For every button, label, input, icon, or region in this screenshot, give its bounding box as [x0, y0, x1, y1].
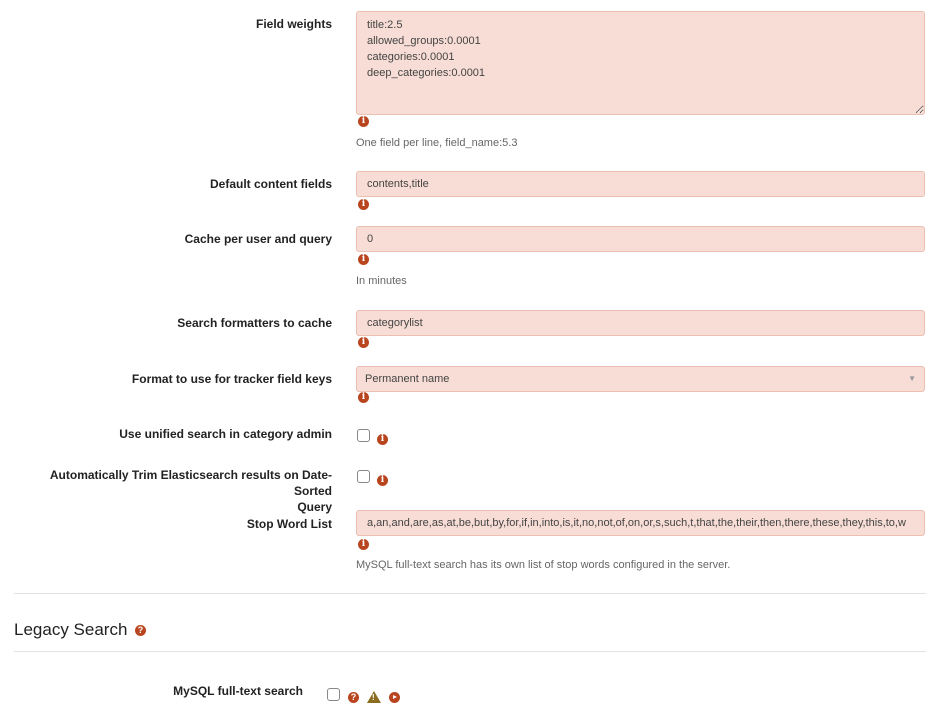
- field-weights-help: One field per line, field_name:5.3: [356, 137, 518, 149]
- auto-trim-label-line1: Automatically Trim Elasticsearch results on Date-Sorted: [49, 468, 332, 498]
- unified-search-category-checkbox[interactable]: [357, 429, 370, 442]
- search-formatters-label: Search formatters to cache: [177, 316, 332, 330]
- info-icon[interactable]: i: [358, 337, 369, 348]
- warning-icon[interactable]: !: [367, 691, 381, 703]
- field-weights-label: Field weights: [255, 17, 332, 31]
- stop-word-list-help: MySQL full-text search has its own list of stop words configured in the server.: [356, 559, 731, 571]
- cache-per-user-input[interactable]: 0: [356, 226, 925, 252]
- legacy-search-title: Legacy Search: [14, 620, 128, 639]
- info-icon[interactable]: i: [358, 254, 369, 265]
- cache-per-user-help: In minutes: [356, 275, 407, 287]
- play-icon[interactable]: [389, 692, 400, 703]
- info-icon[interactable]: i: [358, 199, 369, 210]
- info-icon[interactable]: i: [377, 475, 388, 486]
- question-icon[interactable]: ?: [348, 692, 359, 703]
- field-weights-textarea[interactable]: [356, 11, 925, 115]
- search-formatters-input[interactable]: categorylist: [356, 310, 925, 336]
- auto-trim-label-line2: Query: [297, 500, 332, 514]
- stop-word-list-label: Stop Word List: [246, 517, 332, 531]
- tracker-field-keys-select[interactable]: [356, 366, 925, 392]
- default-content-fields-label: Default content fields: [209, 177, 332, 191]
- default-content-fields-input[interactable]: contents,title: [356, 171, 925, 197]
- question-icon[interactable]: ?: [135, 625, 146, 636]
- tracker-field-keys-label: Format to use for tracker field keys: [131, 372, 332, 386]
- info-icon[interactable]: i: [377, 434, 388, 445]
- mysql-fulltext-label: MySQL full-text search: [173, 684, 303, 698]
- chevron-down-icon: ▼: [908, 374, 916, 383]
- section-divider: [14, 593, 926, 594]
- info-icon[interactable]: i: [358, 116, 369, 127]
- stop-word-list-input[interactable]: a,an,and,are,as,at,be,but,by,for,if,in,into,is,it,no,not,of,on,or,s,such,t,that,the,their,then,there,these,they,this,to,w: [356, 510, 925, 536]
- cache-per-user-label: Cache per user and query: [184, 232, 332, 246]
- auto-trim-label: [32, 467, 332, 515]
- unified-search-category-label: Use unified search in category admin: [119, 427, 332, 441]
- info-icon[interactable]: i: [358, 392, 369, 403]
- section-divider: [14, 651, 926, 652]
- mysql-fulltext-checkbox[interactable]: [327, 688, 340, 701]
- auto-trim-checkbox[interactable]: [357, 470, 370, 483]
- info-icon[interactable]: i: [358, 539, 369, 550]
- tracker-field-keys-selected: Permanent name: [365, 373, 450, 385]
